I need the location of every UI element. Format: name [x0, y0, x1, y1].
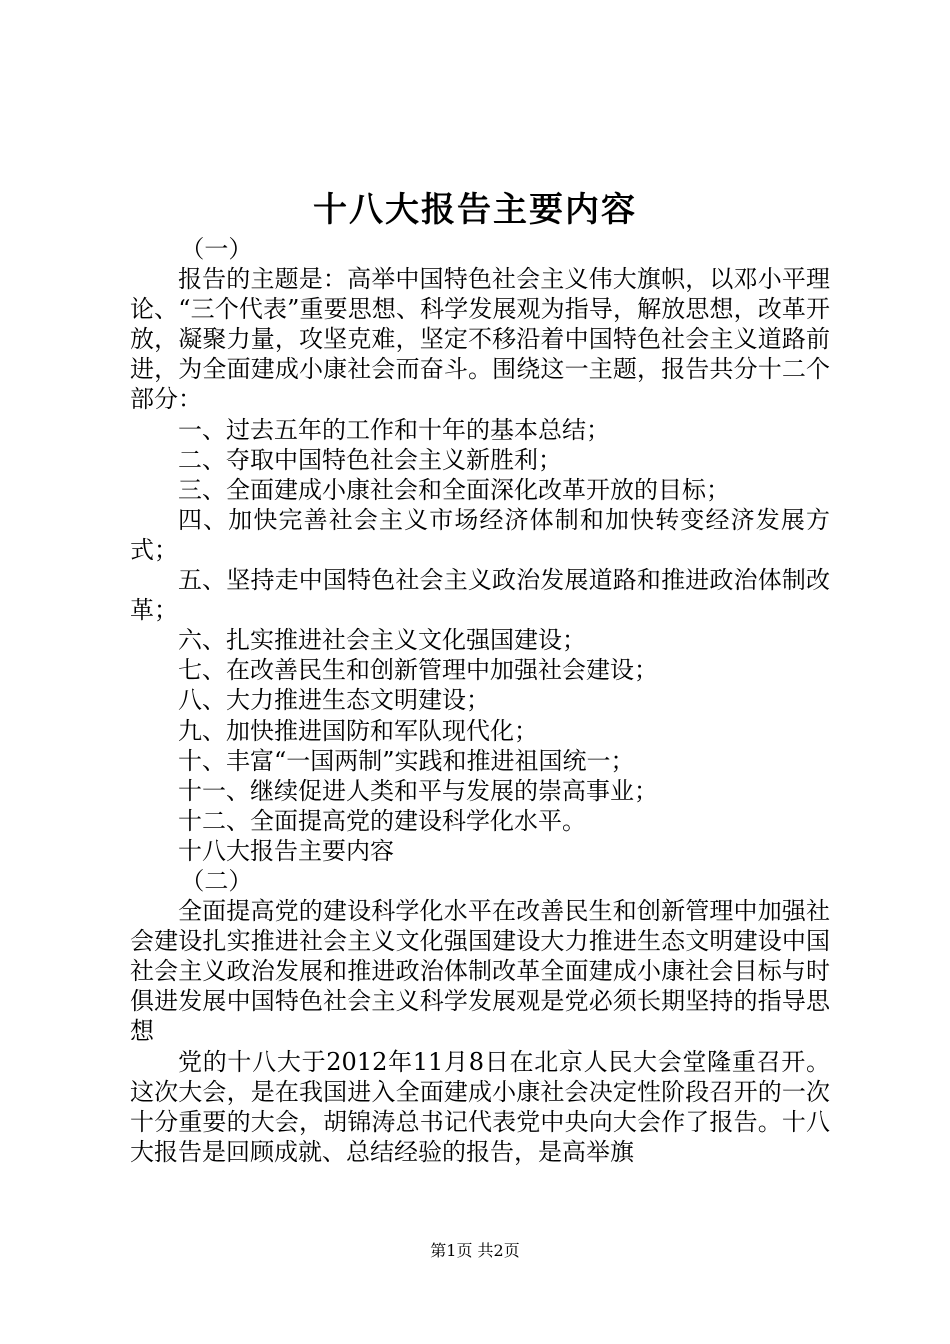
- page-footer: 第1页 共2页: [430, 1241, 520, 1260]
- section-marker-1: （一）: [180, 235, 253, 263]
- list-item-4: 四、加快完善社会主义市场经济体制和加快转变经济发展方式；: [130, 505, 830, 564]
- list-item-9: 九、加快推进国防和军队现代化；: [178, 716, 538, 745]
- list-item-1: 一、过去五年的工作和十年的基本总结；: [178, 415, 610, 444]
- list-item-10: 十、丰富“一国两制”实践和推进祖国统一；: [178, 746, 635, 775]
- list-item-12: 十二、全面提高党的建设科学化水平。: [178, 806, 586, 835]
- paragraph-congress: 党的十八大于2012年11月8日在北京人民大会堂隆重召开。这次大会，是在我国进入全面建成小康社会决定性阶段召开的一次十分重要的大会，胡锦涛总书记代表党中央向大会作了报告。十八大报告是回顾成就、总结经验的报告，是高举旗: [130, 1047, 830, 1166]
- paragraph-summary: 全面提高党的建设科学化水平在改善民生和创新管理中加强社会建设扎实推进社会主义文化强国建设大力推进生态文明建设中国社会主义政治发展和推进政治体制改革全面建成小康社会目标与时俱进发展中国特色社会主义科学发展观是党必须长期坚持的指导思想: [130, 897, 830, 1046]
- list-item-11: 十一、继续促进人类和平与发展的崇高事业；: [178, 776, 658, 805]
- list-item-8: 八、大力推进生态文明建设；: [178, 686, 490, 715]
- paragraph-theme: 报告的主题是：高举中国特色社会主义伟大旗帜，以邓小平理论、“三个代表”重要思想、科学发展观为指导，解放思想，改革开放，凝聚力量，攻坚克难，坚定不移沿着中国特色社会主义道路前进，为全面建成小康社会而奋斗。围绕这一主题，报告共分十二个部分：: [130, 265, 830, 414]
- list-item-3: 三、全面建成小康社会和全面深化改革开放的目标；: [178, 475, 730, 504]
- repeated-heading: 十八大报告主要内容: [178, 836, 394, 865]
- list-item-2: 二、夺取中国特色社会主义新胜利；: [178, 445, 562, 474]
- list-item-7: 七、在改善民生和创新管理中加强社会建设；: [178, 656, 658, 685]
- document-title: 十八大报告主要内容: [313, 190, 637, 230]
- document-body: [130, 234, 830, 1167]
- list-item-5: 五、坚持走中国特色社会主义政治发展道路和推进政治体制改革；: [130, 566, 830, 625]
- section-marker-2: （二）: [180, 866, 253, 895]
- list-item-6: 六、扎实推进社会主义文化强国建设；: [178, 626, 586, 655]
